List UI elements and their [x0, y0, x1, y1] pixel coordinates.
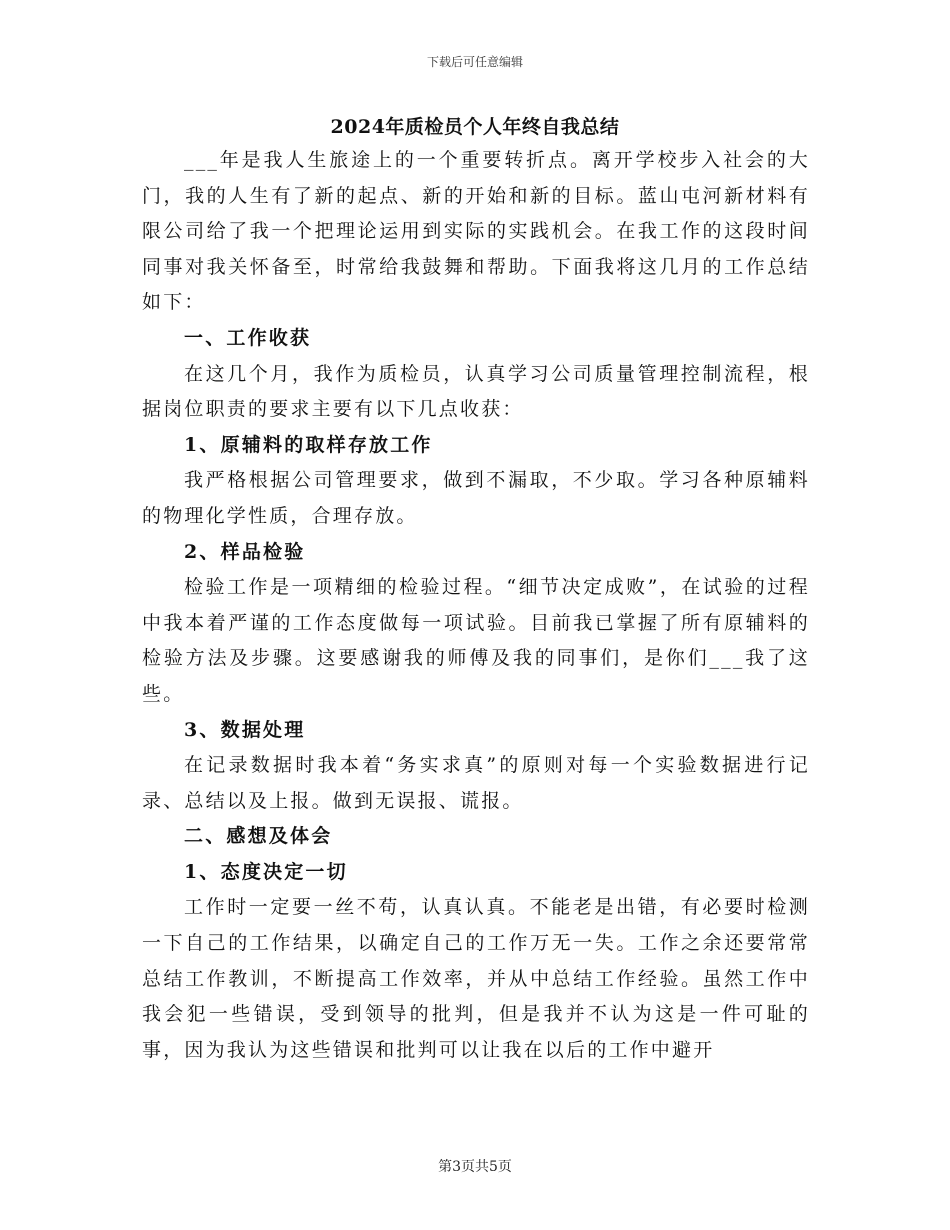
subheading-data-processing: 3、数据处理	[184, 718, 306, 741]
document-body	[142, 143, 810, 1068]
subheading-attitude: 1、态度决定一切	[184, 860, 348, 883]
paragraph-attitude: 工作时一定要一丝不苟，认真认真。不能老是出错，有必要时检测一下自己的工作结果，以确定自己的工作万无一失。工作之余还要常常总结工作教训，不断提高工作效率，并从中总结工作经验。虽然工作中我会犯一些错误，受到领导的批判，但是我并不认为这是一件可耻的事，因为我认为这些错误和批判可以让我在以后的工作中避开	[142, 896, 810, 1061]
section-heading-work-gains: 一、工作收获	[184, 326, 312, 349]
page-number: 第3页共5页	[438, 1159, 512, 1175]
page-header-note: 下载后可任意编辑	[426, 55, 523, 69]
paragraph-sampling-storage: 我严格根据公司管理要求，做到不漏取，不少取。学习各种原辅料的物理化学性质，合理存放。	[142, 469, 810, 527]
subheading-sampling-storage: 1、原辅料的取样存放工作	[184, 433, 433, 456]
section-heading-reflections: 二、感想及体会	[184, 825, 333, 848]
document-title: 2024年质检员个人年终自我总结	[330, 116, 620, 138]
paragraph-intro: ___年是我人生旅途上的一个重要转折点。离开学校步入社会的大门，我的人生有了新的起点、新的开始和新的目标。蓝山屯河新材料有限公司给了我一个把理论运用到实际的实践机会。在我工作的这段时间同事对我关怀备至，时常给我鼓舞和帮助。下面我将这几月的工作总结如下：	[142, 149, 810, 314]
subheading-sample-inspection: 2、样品检验	[184, 540, 306, 563]
paragraph-sample-inspection: 检验工作是一项精细的检验过程。“细节决定成败”，在试验的过程中我本着严谨的工作态度做每一项试验。目前我已掌握了所有原辅料的检验方法及步骤。这要感谢我的师傅及我的同事们，是你们___我了这些。	[142, 576, 810, 705]
paragraph-data-processing: 在记录数据时我本着“务实求真”的原则对每一个实验数据进行记录、总结以及上报。做到无误报、谎报。	[142, 754, 810, 812]
paragraph-work-gains: 在这几个月，我作为质检员，认真学习公司质量管理控制流程，根据岗位职责的要求主要有以下几点收获：	[142, 362, 810, 421]
